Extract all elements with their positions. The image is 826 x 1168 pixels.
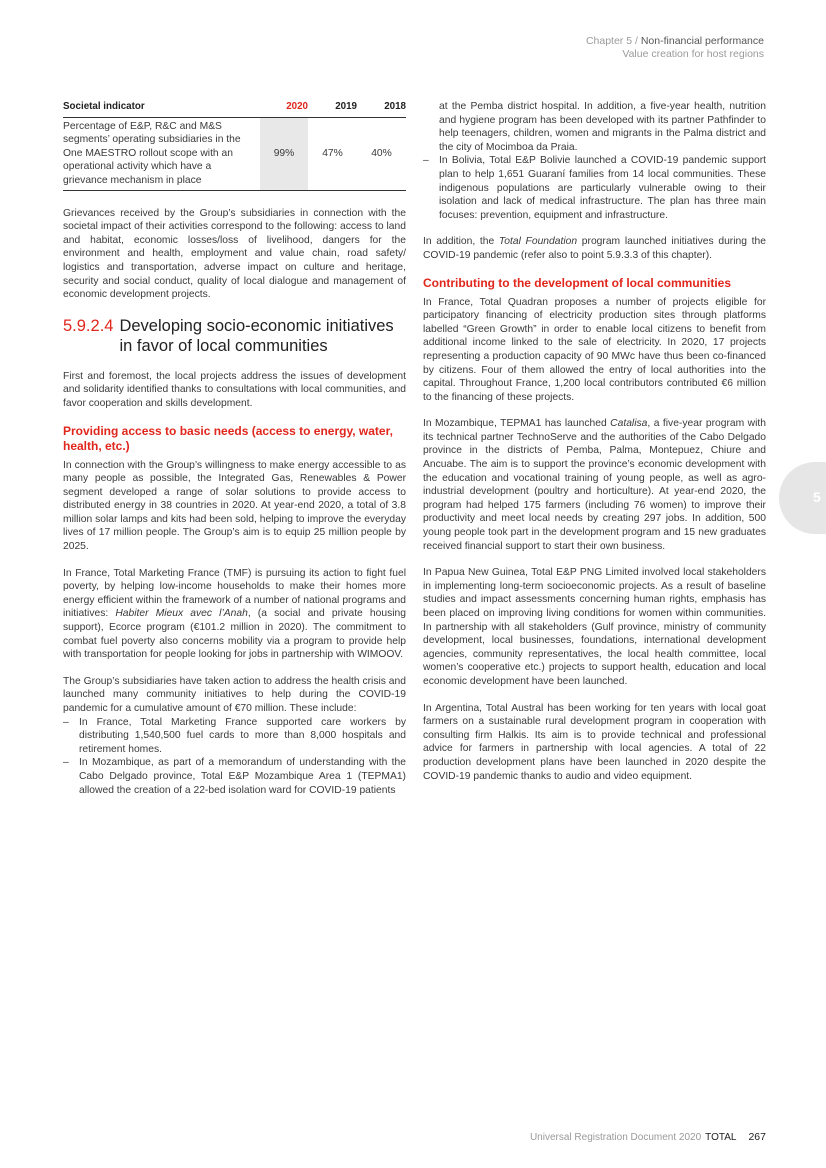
paragraph-first: First and foremost, the local projects address the issues of development and solidarity identified thanks to consultations with local communities, and favor cooperation and skills development. — [63, 370, 406, 409]
program-name-habiter-mieux: Habiter Mieux avec l’Anah — [115, 608, 248, 620]
subheading-local-development: Contributing to the development of local communities — [423, 275, 732, 290]
paragraph-tmf — [63, 567, 406, 662]
chapter-separator: / — [632, 35, 641, 47]
list-item: – In France, Total Marketing France supported care workers by distributing 1,540,500 fuel cards to more than 8,000 hospitals and retirement homes. — [63, 716, 406, 757]
value-2020: 99% — [260, 117, 308, 190]
table-header-2020: 2020 — [260, 100, 308, 117]
section-heading — [63, 316, 406, 356]
section-number: 5.9.2.4 — [63, 316, 114, 335]
program-name-catalisa: Catalisa — [610, 418, 648, 430]
table-header-row — [63, 100, 406, 117]
left-column — [63, 100, 406, 810]
paragraph-covid: The Group’s subsidiaries have taken action to address the health crisis and launched many community initiatives to help during the COVID-19 pandemic for a cumulative amount of €70 million. These include: — [63, 675, 406, 714]
table-header-2019: 2019 — [308, 100, 357, 117]
societal-indicator-table — [63, 100, 406, 191]
table-header-2018: 2018 — [357, 100, 406, 117]
covid-initiatives-list-continued — [423, 154, 766, 222]
chapter-line — [586, 35, 764, 48]
paragraph-foundation-text-b: program launched initiatives during the COVID-19 pandemic (refer also to point 5.9.3.3 of this chapter). — [423, 236, 766, 261]
footer-brand: TOTAL — [705, 1132, 737, 1143]
paragraph-energy: In connection with the Group’s willingness to make energy accessible to as many people as possible, the Integrated Gas, Renewables & Power segment developed a range of solar solutions to provide access to distributed energy in 38 countries in 2020. At year-end 2020, a total of 3.8 million solar lamps and kits had been sold, helping to improve the everyday lives of 17 million people. The Group’s aim is to equip 25 million people by 2025. — [63, 459, 406, 553]
paragraph-mozambique-text-b: , a five-year program with its technical partner TechnoServe and the authorities of the Cabo Delgado province in the districts of Pemba, Palma, Montepuez, Chiure and Ancuabe. The aim is to support the province’s economic development with the education and vocational training of young people, as well as agro-industrial development (poultry and horticulture). At year-end 2020, the program had helped 175 farmers (including 76 women) to improve their productivity and meet local needs by creating 297 jobs. In addition, 500 young people took part in the development program and 15 new graduates received financial support to start their own business. — [423, 418, 766, 552]
chapter-side-tab — [779, 462, 826, 534]
chapter-subtitle: Value creation for host regions — [622, 48, 764, 60]
list-item-continued: at the Pemba district hospital. In addition, a five-year health, nutrition and hygiene program has been developed with its partner Pathfinder to help teenagers, children, women and migrants in the Palma district and the city of Mocimboa da Praia. — [439, 101, 766, 153]
table-row — [63, 117, 406, 190]
paragraph-mozambique — [423, 417, 766, 553]
table-header-indicator: Societal indicator — [63, 100, 260, 117]
page-header — [586, 35, 764, 61]
footer-document-title: Universal Registration Document 2020 — [529, 1132, 702, 1143]
page-footer — [530, 1131, 766, 1143]
paragraph-foundation — [423, 235, 766, 262]
paragraph-papua-new-guinea: In Papua New Guinea, Total E&P PNG Limited involved local stakeholders in implementing long-term socioeconomic projects. As a result of baseline studies and impact assessments concerning human rights, emphasis has been placed on improving living conditions for women within communities. In partnership with all stakeholders (Gulf province, ministry of community development, local businesses, foundations, international development agencies, community representatives, the local health committee, local women’s cooperative etc.) projects to support health, education and local economic development have been launched. — [423, 567, 766, 687]
chapter-label: Chapter 5 — [585, 35, 633, 47]
chapter-title: Non-financial performance — [640, 35, 764, 47]
page-number: 267 — [748, 1131, 766, 1143]
paragraph-quadran: In France, Total Quadran proposes a number of projects eligible for participatory financing of electricity production sites through platforms labelled “Green Growth” in order to enable local citizens to benefit from additional income linked to the sale of electricity. In 2020, 17 projects representing a production capacity of 90 MWc have thus been co-financed by citizens. Four of them allowed the entry of local authorities into the capital. Throughout France, 1,200 local contributors contributed €6 million to the financing of these projects. — [423, 296, 766, 403]
indicator-label: Percentage of E&P, R&C and M&S segments’ operating subsidiaries in the One MAESTRO rollout scope with an operational activity which have a grievance mechanism in place — [63, 117, 260, 190]
paragraph-tmf-text-a: In France, Total Marketing France (TMF) is pursuing its action to fight fuel poverty, by helping low-income households to make their homes more energy efficient within the framework of a number of national programs and initiatives: — [63, 567, 406, 620]
covid-initiatives-list — [63, 716, 406, 798]
paragraph-argentina: In Argentina, Total Austral has been working for ten years with local goat farmers on a sustainable rural development program in cooperation with consulting firm Halkis. Its aim is to provide technical and professional advice for farmers in partnership with local agencies. A total of 22 production development plans have been launched in 2020 despite the COVID-19 pandemic thanks to audio and video equipment. — [423, 702, 766, 782]
section-title: Developing socio-economic initiatives in favor of local communities — [119, 316, 394, 355]
list-item: – In Bolivia, Total E&P Bolivie launched a COVID-19 pandemic support plan to help 1,651 Guaraní families from 14 local communities. These indigenous populations are particularly vulnerable owing to their isolation and lack of medical infrastructure. The plan has three main focuses: prevention, equipment and infrastructure. — [423, 154, 766, 222]
paragraph-grievances: Grievances received by the Group’s subsidiaries in connection with the societal impact of their activities correspond to the following: access to land and habitat, economic losses/loss of livelihood, dangers for the environment and health, employment and value chain, road safety/ logistics and transportation, adverse impact on culture and heritage, security and social conduct, quality of local dialogue and management of economic development projects. — [63, 207, 406, 301]
value-2019: 47% — [308, 117, 357, 190]
list-item: – In Mozambique, as part of a memorandum of understanding with the Cabo Delgado province, Total E&P Mozambique Area 1 (TEPMA1) allowed the creation of a 22-bed isolation ward for COVID-19 patients — [63, 756, 406, 797]
right-column — [423, 100, 766, 796]
subheading-basic-needs: Providing access to basic needs (access to energy, water, health, etc.) — [63, 423, 393, 453]
paragraph-mozambique-text-a: In Mozambique, TEPMA1 has launched — [423, 418, 611, 430]
paragraph-tmf-text-b: , (a social and private housing support), Ecorce program (€101.2 million in 2020). The commitment to combat fuel poverty also concerns mobility via a program to provide help with transportation for people looking for jobs in partnership with WIMOOV. — [63, 608, 406, 661]
chapter-side-tab-number: 5 — [813, 489, 821, 505]
value-2018: 40% — [357, 117, 406, 190]
total-foundation-name: Total Foundation — [498, 236, 578, 248]
paragraph-foundation-text-a: In addition, the — [423, 236, 499, 248]
